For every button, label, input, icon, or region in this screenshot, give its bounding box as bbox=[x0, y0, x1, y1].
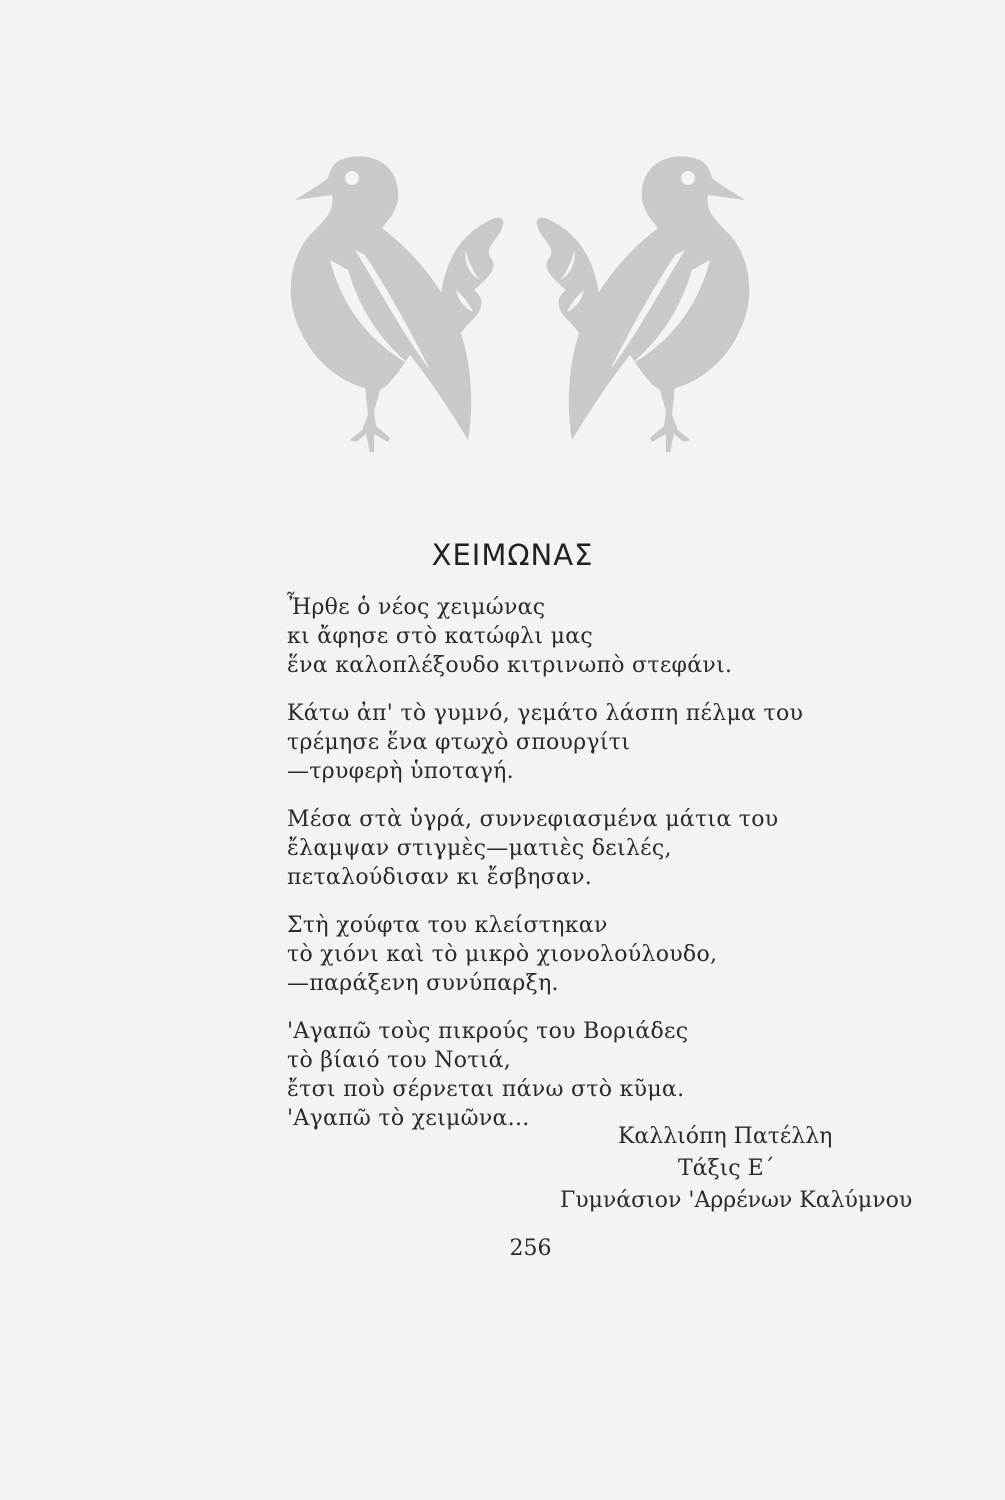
poem-line: ἕνα καλοπλέξουδο κιτρινωπὸ στεφάνι. bbox=[287, 653, 733, 678]
poem-line: τὸ χιόνι καὶ τὸ μικρὸ χιονολούλουδο, bbox=[287, 942, 718, 967]
poem-line: —τρυφερὴ ὑποταγή. bbox=[287, 759, 514, 784]
left-bird-icon bbox=[291, 156, 504, 452]
poem-body bbox=[287, 593, 907, 1152]
poem-line: Κάτω ἀπ' τὸ γυμνό, γεμάτο λάσπη πέλμα του bbox=[287, 701, 804, 726]
stanza bbox=[287, 699, 907, 786]
poem-line: τὸ βίαιό του Νοτιά, bbox=[287, 1048, 512, 1073]
poem-line: 'Αγαπῶ τοὺς πικρούς του Βοριάδες bbox=[287, 1019, 689, 1044]
page-number: 256 bbox=[509, 1236, 552, 1261]
author-name: Καλλιόπη Πατέλλη bbox=[618, 1124, 833, 1149]
author-class: Τάξις Ε΄ bbox=[678, 1156, 775, 1181]
poem-line: —παράξενη συνύπαρξη. bbox=[287, 971, 559, 996]
poem-title: ΧΕΙΜΩΝΑΣ bbox=[431, 538, 594, 572]
poem-line: ἔλαμψαν στιγμὲς—ματιὲς δειλές, bbox=[287, 836, 672, 861]
poem-line: τρέμησε ἕνα φτωχὸ σπουργίτι bbox=[287, 730, 631, 755]
poem-line: Ἦρθε ὁ νέος χειμώνας bbox=[287, 595, 546, 620]
stanza bbox=[287, 911, 907, 998]
poem-line: πεταλούδισαν κι ἔσβησαν. bbox=[287, 865, 593, 890]
author-school: Γυμνάσιον 'Αρρένων Καλύμνου bbox=[560, 1188, 913, 1213]
birds-illustration bbox=[270, 140, 770, 480]
stanza bbox=[287, 805, 907, 892]
right-bird-icon bbox=[537, 156, 750, 452]
poem-line: κι ἄφησε στὸ κατώφλι μας bbox=[287, 624, 594, 649]
poem-line: ἔτσι ποὺ σέρνεται πάνω στὸ κῦμα. bbox=[287, 1077, 685, 1102]
poem-line: Στὴ χούφτα του κλείστηκαν bbox=[287, 913, 608, 938]
stanza bbox=[287, 1017, 907, 1133]
poem-line: Μέσα στὰ ὑγρά, συννεφιασμένα μάτια του bbox=[287, 807, 779, 832]
stanza bbox=[287, 593, 907, 680]
poem-line: 'Αγαπῶ τὸ χειμῶνα... bbox=[287, 1106, 530, 1131]
